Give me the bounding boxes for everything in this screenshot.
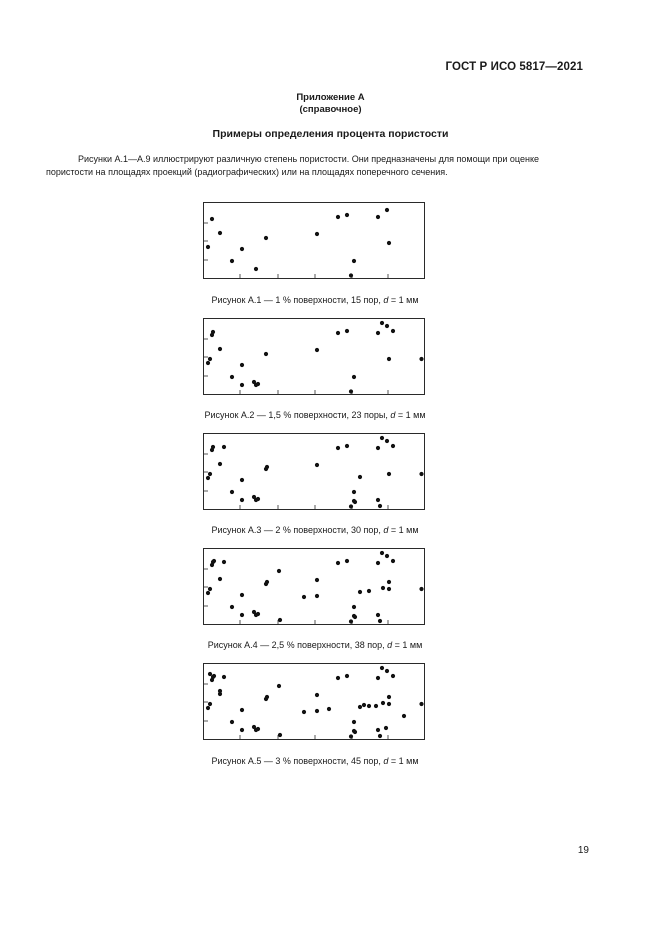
pore-30	[358, 705, 362, 709]
porosity-figure-4	[203, 548, 425, 625]
pore-28	[265, 695, 269, 699]
pore-8	[315, 348, 319, 352]
pore-9	[336, 446, 340, 450]
pore-8	[315, 693, 319, 697]
pore-30	[358, 475, 362, 479]
pore-39	[327, 707, 331, 711]
annex-title: Приложение А	[296, 92, 365, 103]
pore-15	[349, 619, 353, 623]
pore-36	[277, 569, 281, 573]
porosity-figure-3	[203, 433, 425, 510]
pore-15	[349, 734, 353, 738]
pore-11	[376, 331, 380, 335]
pore-30	[358, 590, 362, 594]
pore-13	[387, 587, 391, 591]
pore-10	[345, 213, 349, 217]
pore-10	[345, 674, 349, 678]
pore-25	[376, 613, 380, 617]
section-title: Примеры определения процента пористости	[212, 128, 449, 140]
pore-20	[391, 559, 395, 563]
pore-14	[352, 259, 356, 263]
pore-19	[380, 551, 384, 555]
pore-28	[265, 465, 269, 469]
pore-4	[230, 259, 234, 263]
pore-10	[345, 559, 349, 563]
pore-20	[391, 674, 395, 678]
pore-15	[349, 389, 353, 393]
porosity-figure-2	[203, 318, 425, 395]
pore-27	[222, 675, 226, 679]
pore-7	[264, 236, 268, 240]
pore-4	[230, 375, 234, 379]
pore-4	[230, 720, 234, 724]
pore-29	[353, 730, 357, 734]
pore-29	[353, 500, 357, 504]
pore-21	[252, 610, 256, 614]
pore-19	[380, 436, 384, 440]
pore-23	[240, 383, 244, 387]
standard-number: ГОСТ Р ИСО 5817—2021	[445, 61, 583, 73]
pore-18	[419, 357, 423, 361]
pore-25	[376, 498, 380, 502]
pore-2	[218, 231, 222, 235]
pore-15	[349, 273, 353, 277]
pore-23	[240, 498, 244, 502]
pore-32	[381, 701, 385, 705]
pore-1	[210, 217, 214, 221]
figure-caption-3: Рисунок А.3 — 2 % поверхности, 30 пор, d = 1 мм	[211, 525, 419, 535]
pore-21	[252, 725, 256, 729]
pore-13	[387, 241, 391, 245]
pore-13	[387, 702, 391, 706]
pore-17	[208, 357, 212, 361]
pore-5	[240, 593, 244, 597]
pore-27	[222, 560, 226, 564]
pore-16	[211, 445, 215, 449]
pore-22	[256, 727, 260, 731]
pore-28	[265, 580, 269, 584]
pore-5	[240, 247, 244, 251]
pore-27	[222, 445, 226, 449]
pore-12	[385, 669, 389, 673]
pore-45	[218, 689, 222, 693]
pore-44	[208, 672, 212, 676]
pore-16	[211, 330, 215, 334]
pore-33	[387, 580, 391, 584]
figure-caption-4: Рисунок А.4 — 2,5 % поверхности, 38 пор, d = 1 мм	[207, 640, 423, 650]
pore-38	[315, 709, 319, 713]
pore-38	[315, 594, 319, 598]
pore-6	[254, 267, 258, 271]
pore-10	[345, 329, 349, 333]
pore-3	[206, 706, 210, 710]
annex-subtitle: (справочное)	[299, 104, 362, 115]
pore-12	[385, 439, 389, 443]
pore-26	[378, 504, 382, 508]
page-number: 19	[577, 845, 589, 856]
pore-14	[352, 490, 356, 494]
pore-41	[374, 704, 378, 708]
pore-12	[385, 554, 389, 558]
pore-17	[208, 472, 212, 476]
pore-23	[240, 728, 244, 732]
pore-17	[208, 702, 212, 706]
pore-15	[349, 504, 353, 508]
pore-23	[240, 613, 244, 617]
pore-3	[206, 476, 210, 480]
pore-36	[277, 684, 281, 688]
pore-13	[387, 357, 391, 361]
pore-11	[376, 215, 380, 219]
pore-33	[387, 695, 391, 699]
pore-18	[419, 472, 423, 476]
pore-19	[380, 666, 384, 670]
pore-22	[256, 612, 260, 616]
pore-3	[206, 245, 210, 249]
pore-37	[302, 595, 306, 599]
pore-8	[315, 232, 319, 236]
pore-22	[256, 497, 260, 501]
pore-18	[419, 702, 423, 706]
pore-9	[336, 215, 340, 219]
porosity-figure-5	[203, 663, 425, 740]
pore-9	[336, 331, 340, 335]
pore-43	[384, 726, 388, 730]
pore-3	[206, 591, 210, 595]
pore-37	[302, 710, 306, 714]
pore-20	[391, 444, 395, 448]
pore-14	[352, 605, 356, 609]
pore-35	[212, 559, 216, 563]
pore-7	[264, 352, 268, 356]
pore-31	[367, 589, 371, 593]
pore-11	[376, 561, 380, 565]
pore-20	[391, 329, 395, 333]
pore-2	[218, 347, 222, 351]
pore-42	[402, 714, 406, 718]
pore-8	[315, 463, 319, 467]
pore-26	[378, 619, 382, 623]
pore-2	[218, 577, 222, 581]
pore-2	[218, 462, 222, 466]
pore-19	[380, 321, 384, 325]
pore-17	[208, 587, 212, 591]
pore-5	[240, 363, 244, 367]
pore-40	[362, 703, 366, 707]
pore-25	[376, 728, 380, 732]
pore-4	[230, 605, 234, 609]
figure-caption-2: Рисунок А.2 — 1,5 % поверхности, 23 поры, d = 1 мм	[204, 410, 426, 420]
pore-12	[385, 208, 389, 212]
pore-11	[376, 676, 380, 680]
pore-3	[206, 361, 210, 365]
pore-9	[336, 561, 340, 565]
pore-13	[387, 472, 391, 476]
pore-29	[353, 615, 357, 619]
figure-caption-1: Рисунок А.1 — 1 % поверхности, 15 пор, d = 1 мм	[211, 295, 419, 305]
pore-22	[256, 382, 260, 386]
pore-31	[367, 704, 371, 708]
pore-14	[352, 720, 356, 724]
pore-21	[252, 495, 256, 499]
pore-34	[278, 733, 282, 737]
pore-5	[240, 478, 244, 482]
pore-5	[240, 708, 244, 712]
porosity-figure-1	[203, 202, 425, 279]
pore-10	[345, 444, 349, 448]
pore-34	[278, 618, 282, 622]
pore-18	[419, 587, 423, 591]
pore-11	[376, 446, 380, 450]
pore-14	[352, 375, 356, 379]
figure-caption-5: Рисунок А.5 — 3 % поверхности, 45 пор, d = 1 мм	[211, 756, 419, 766]
pore-21	[252, 380, 256, 384]
pore-4	[230, 490, 234, 494]
pore-32	[381, 586, 385, 590]
pore-26	[378, 734, 382, 738]
intro-paragraph: Рисунки А.1—А.9 иллюстрируют различную степень пористости. Они предназначены для помощи при оценке пористости на площадях проекций (радиографических) или на площадях поперечного сечения.	[46, 154, 539, 177]
pore-12	[385, 324, 389, 328]
pore-35	[212, 674, 216, 678]
pore-8	[315, 578, 319, 582]
pore-9	[336, 676, 340, 680]
